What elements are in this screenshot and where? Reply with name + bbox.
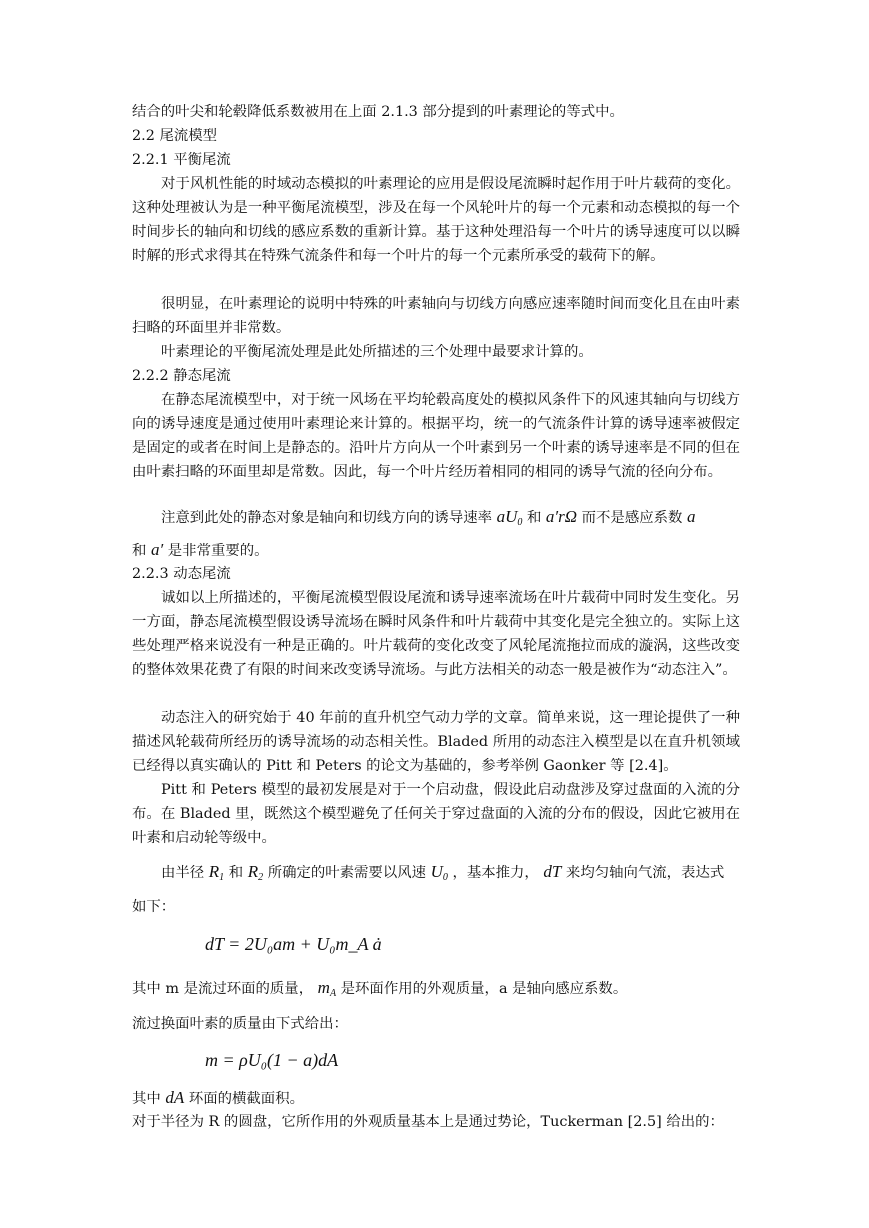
- element-text-a: 由半径: [161, 865, 205, 881]
- mass-text-b: 是环面作用的外观质量，a 是轴向感应系数。: [340, 981, 628, 997]
- math-U-sub: 0: [442, 872, 448, 883]
- math-arOmega: a′rΩ: [545, 507, 578, 526]
- paragraph-frozen-wake: 在静态尾流模型中，对于统一风场在平均轮毂高度处的模拟风条件下的风速其轴向与切线方向的诱导速度是通过使用叶素理论来计算的。根据平均，统一的气流条件计算的诱导速率被假定是固定的或者在时间上是静态的。沿叶片方向从一个叶素到另一个叶素的诱导速率是不同的但在由叶素扫略的环面里却是常数。因此，每一个叶片经历着相同的相同的诱导气流的径向分布。: [132, 392, 740, 480]
- heading-2-2-3: 2.2.3 动态尾流: [132, 566, 231, 582]
- heading-2-2: 2.2 尾流模型: [132, 128, 218, 144]
- element-text-e: 来均匀轴向气流，表达式: [565, 865, 725, 881]
- math-R1-letter: R: [208, 862, 220, 881]
- note-text-d: 和: [132, 543, 147, 559]
- area-text-b: 环面的横截面积。: [188, 1091, 304, 1107]
- element-text-d: ，基本推力，: [452, 865, 539, 881]
- paragraph-dynamic-inflow-history: 动态注入的研究始于 40 年前的直升机空气动力学的文章。简单来说，这一理论提供了一种描述风轮载荷所经历的诱导流场的动态相关性。Bladed 所用的动态注入模型是以在直升机领域已经得以真实确认的 Pitt 和 Peters 的论文为基础的，参考举例 Gaonker 等 [2.4]。: [132, 710, 740, 774]
- heading-2-2-2: 2.2.2 静态尾流: [132, 368, 231, 384]
- math-U-letter: U: [430, 862, 443, 881]
- note-text-a: 注意到此处的静态对象是轴向和切线方向的诱导速率: [161, 510, 492, 526]
- math-R2: [248, 862, 263, 881]
- paragraph-area-definition: [132, 1086, 304, 1111]
- paragraph-mass-flow-intro: 流过换面叶素的质量由下式给出：: [132, 1016, 348, 1032]
- math-dA: dA: [165, 1088, 185, 1107]
- math-dT: dT: [543, 862, 562, 881]
- equation-mass-flow: m = ρU₀(1 − a)dA: [205, 1050, 339, 1070]
- math-aU-sub: 0: [517, 517, 523, 528]
- area-text-a: 其中: [132, 1091, 161, 1107]
- paragraph-annulus-note: 很明显，在叶素理论的说明中特殊的叶素轴向与切线方向感应速率随时间而变化且在由叶素扫略的环面里并非常数。: [132, 296, 740, 336]
- note-text-b: 和: [526, 510, 542, 526]
- math-R2-letter: R: [247, 862, 259, 881]
- math-R1: [209, 862, 224, 881]
- paragraph-mass-definition: [132, 976, 627, 1006]
- paragraph-dynamic-wake: 诚如以上所描述的，平衡尾流模型假设尾流和诱导速率流场在叶片载荷中同时发生变化。另一方面，静态尾流模型假设诱导流场在瞬时风条件和叶片载荷中其变化是完全独立的。实际上这些处理严格来说没有一种是正确的。叶片载荷的变化改变了风轮尾流拖拉而成的漩涡，这些改变的整体效果花费了有限的时间来改变诱导流场。与此方法相关的动态一般是被作为“动态注入”。: [132, 590, 740, 678]
- math-a: a: [686, 507, 696, 526]
- math-aU0: [497, 507, 523, 526]
- math-a-prime: a′: [150, 540, 164, 559]
- paragraph-computation-note: 叶素理论的平衡尾流处理是此处所描述的三个处理中最要求计算的。: [161, 344, 593, 360]
- paragraph-frozen-note-line1: [161, 505, 695, 535]
- paragraph-element-line1: [161, 860, 724, 890]
- math-m-sub: A: [329, 988, 337, 999]
- paragraph-equilibrium-wake: 对于风机性能的时域动态模拟的叶素理论的应用是假设尾流瞬时起作用于叶片载荷的变化。这种处理被认为是一种平衡尾流模型，涉及在每一个风轮叶片的每一个元素和动态模拟的每一个时间步长的轴向和切线的感应系数的重新计算。基于这种处理沿每一个叶片的诱导速度可以以瞬时解的形式求得其在特殊气流条件和每一个叶片的每一个元素所承受的载荷下的解。: [132, 176, 740, 264]
- note-text-c: 而不是感应系数: [581, 510, 683, 526]
- paragraph-pitt-peters: Pitt 和 Peters 模型的最初发展是对于一个启动盘，假设此启动盘涉及穿过盘面的入流的分布。在 Bladed 里，既然这个模型避免了任何关于穿过盘面的入流的分布的假设，因此它被用在叶素和启动轮等级中。: [132, 782, 740, 846]
- paragraph-apparent-mass: 对于半径为 R 的圆盘，它所作用的外观质量基本上是通过势论，Tuckerman [2.5] 给出的：: [132, 1114, 724, 1130]
- math-R1-sub: 1: [219, 872, 225, 883]
- paragraph-element-line2: 如下：: [132, 899, 176, 915]
- intro-line: 结合的叶尖和轮毂降低系数被用在上面 2.1.3 部分提到的叶素理论的等式中。: [132, 104, 624, 120]
- math-mA: [318, 978, 336, 997]
- math-R2-sub: 2: [258, 872, 264, 883]
- equation-thrust: dT = 2U₀am + U₀m_A ȧ: [205, 934, 382, 954]
- paragraph-frozen-note-line2: [132, 538, 269, 563]
- heading-2-2-1: 2.2.1 平衡尾流: [132, 152, 231, 168]
- element-text-c: 所确定的叶素需要以风速: [267, 865, 426, 881]
- mass-text-a: 其中 m 是流过环面的质量，: [132, 981, 314, 997]
- math-U0: [431, 862, 448, 881]
- math-m-letter: m: [317, 978, 330, 997]
- element-text-b: 和: [228, 865, 244, 881]
- note-text-e: 是非常重要的。: [167, 543, 269, 559]
- math-aU: aU: [496, 507, 518, 526]
